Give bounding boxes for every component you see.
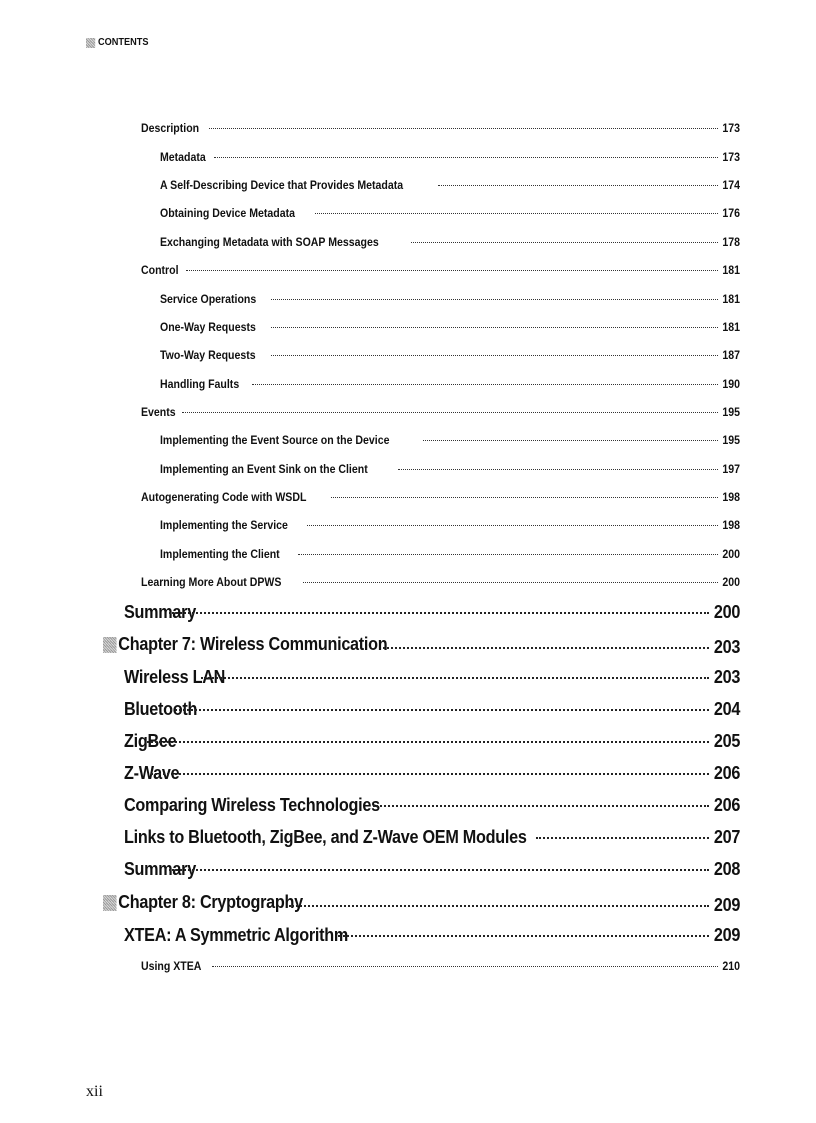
toc-chapter-entry[interactable]: Chapter 8: Cryptography 209 [103, 892, 740, 916]
toc-chapter-entry[interactable]: Chapter 7: Wireless Communication 203 [103, 634, 740, 658]
toc-entry[interactable]: Implementing the Event Source on the Device 195 [160, 433, 740, 447]
toc-entry[interactable]: Obtaining Device Metadata 176 [160, 206, 740, 220]
toc-entry[interactable]: One-Way Requests 181 [160, 320, 740, 334]
toc-entry[interactable]: Two-Way Requests 187 [160, 348, 740, 362]
toc-entry[interactable]: Using XTEA 210 [141, 959, 740, 973]
toc-entry[interactable]: A Self-Describing Device that Provides Metadata 174 [160, 178, 740, 192]
toc-entry[interactable]: Control 181 [141, 263, 740, 277]
toc-entry[interactable]: Implementing an Event Sink on the Client 197 [160, 462, 740, 476]
toc-entry[interactable]: Autogenerating Code with WSDL 198 [141, 490, 740, 504]
gray-square-icon [86, 38, 95, 48]
toc-entry[interactable]: Links to Bluetooth, ZigBee, and Z-Wave OEM Modules 207 [124, 827, 740, 847]
toc-entry[interactable]: Learning More About DPWS 200 [141, 575, 740, 589]
page-number: xii [86, 1083, 103, 1100]
gray-square-icon [103, 637, 117, 653]
toc-entry[interactable]: XTEA: A Symmetric Algorithm 209 [124, 925, 740, 945]
toc-entry[interactable]: Events 195 [141, 405, 740, 419]
toc-entry[interactable]: ZigBee 205 [124, 731, 740, 751]
toc-entry[interactable]: Service Operations 181 [160, 292, 740, 306]
gray-square-icon [103, 895, 117, 911]
header-label: CONTENTS [97, 37, 149, 48]
toc-entry[interactable]: Z-Wave 206 [124, 763, 740, 783]
running-header [86, 37, 149, 48]
toc-entry[interactable]: Summary 208 [124, 859, 740, 879]
toc-entry[interactable]: Implementing the Client 200 [160, 547, 740, 561]
toc-entry[interactable]: Exchanging Metadata with SOAP Messages 178 [160, 235, 740, 249]
toc-entry[interactable]: Comparing Wireless Technologies 206 [124, 795, 740, 815]
toc-entry[interactable]: Wireless LAN 203 [124, 667, 740, 687]
toc-entry[interactable]: Handling Faults 190 [160, 377, 740, 391]
toc-entry[interactable]: Description 173 [141, 121, 740, 135]
toc-entry[interactable]: Bluetooth 204 [124, 699, 740, 719]
toc-entry[interactable]: Implementing the Service 198 [160, 518, 740, 532]
toc-entry[interactable]: Metadata 173 [160, 150, 740, 164]
toc-entry[interactable]: Summary 200 [124, 602, 740, 622]
